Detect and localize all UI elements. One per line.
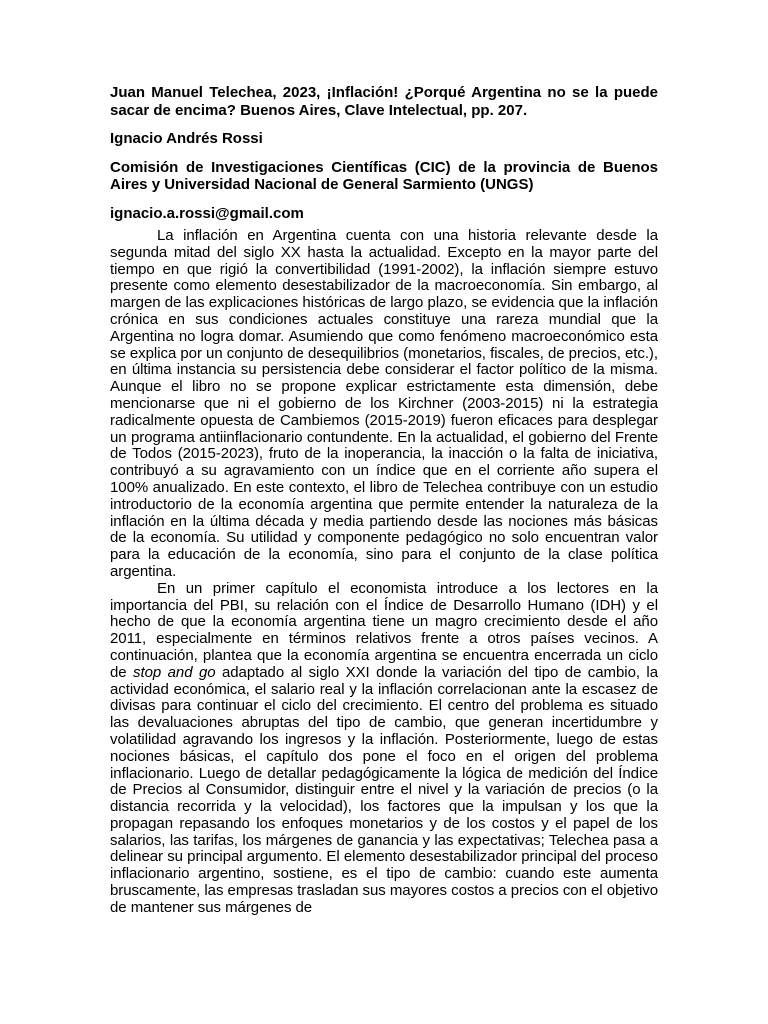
author-email: ignacio.a.rossi@gmail.com (110, 204, 304, 222)
paragraph-2-text-end: adaptado al siglo XXI donde la variación del tipo de cambio, la actividad económica, el salario real y la inflación correlacionan ante la escasez de divisas para continuar el ciclo del crecimiento. El centro del problema es situado las devaluaciones abruptas del tipo de cambio, que generan incertidumbre y volatilidad agravando los ingresos y la inflación. Posteriormente, luego de estas nociones básicas, el capítulo dos pone el foco en el origen del problema inflacionario. Luego de detallar pedagógicamente la lógica de medición del Índice de Precios al Consumidor, distinguir entre el nivel y la variación de precios (o la distancia recorrida y la velocidad), los factores que la impulsan y los que la propagan repasando los enfoques monetarios y de los costos y el papel de los salarios, las tarifas, los márgenes de ganancia y las expectativas; Telechea pasa a delinear su principal argumento. El elemento desestabilizador principal del proceso inflacionario argentino, sostiene, es el tipo de cambio: cuando este aumenta bruscamente, las empresas trasladan sus mayores costos a precios con el objetivo de mantener sus márgenes de (110, 663, 658, 916)
author-name: Ignacio Andrés Rossi (110, 130, 263, 147)
paragraph-2-text-start: En un primer capítulo el economista introduce a los lectores en la importancia del PBI, su relación con el Índice de Desarrollo Humano (IDH) y el hecho de que la economía argentina tiene un magro crecimiento desde el año 2011, especialmente en términos relativos frente a otros países vecinos. A continuación, plantea que la economía argentina se encuentra encerrada un ciclo de (110, 579, 658, 681)
body-paragraph-2 (110, 581, 658, 917)
book-citation: Juan Manuel Telechea, 2023, ¡Inflación! ¿Porqué Argentina no se la puede sacar de encima? Buenos Aires, Clave Intelectual, pp. 207. (110, 84, 658, 119)
body-paragraph-1: La inflación en Argentina cuenta con una historia relevante desde la segunda mitad del siglo XX hasta la actualidad. Excepto en la mayor parte del tiempo en que rigió la convertibilidad (1991-2002), la inflación siempre estuvo presente como elemento desestabilizador de la macroeconomía. Sin embargo, al margen de las explicaciones históricas de largo plazo, se evidencia que la inflación crónica en sus condiciones actuales constituye una rareza mundial que la Argentina no logra domar. Asumiendo que como fenómeno macroeconómico esta se explica por un conjunto de desequilibrios (monetarios, fiscales, de precios, etc.), en última instancia su persistencia debe considerar el factor político de la misma. Aunque el libro no se propone explicar estrictamente esta dimensión, debe mencionarse que ni el gobierno de los Kirchner (2003-2015) ni la estrategia radicalmente opuesta de Cambiemos (2015-2019) fueron eficaces para desplegar un programa antiinflacionario contundente. En la actualidad, el gobierno del Frente de Todos (2015-2023), fruto de la inoperancia, la inacción o la falta de iniciativa, contribuyó a su agravamiento con un índice que en el corriente año supera el 100% anualizado. En este contexto, el libro de Telechea contribuye con un estudio introductorio de la economía argentina que permite entender la naturaleza de la inflación en la última década y media partiendo desde las nociones más básicas de la economía. Su utilidad y componente pedagógico no solo encuentran valor para la educación de la economía, sino para el conjunto de la clase política argentina. (110, 227, 658, 580)
document-page (110, 84, 658, 917)
author-affiliation: Comisión de Investigaciones Científicas (CIC) de la provincia de Buenos Aires y Universidad Nacional de General Sarmiento (UNGS) (110, 158, 658, 193)
paragraph-2-italic-term: stop and go (133, 663, 216, 681)
